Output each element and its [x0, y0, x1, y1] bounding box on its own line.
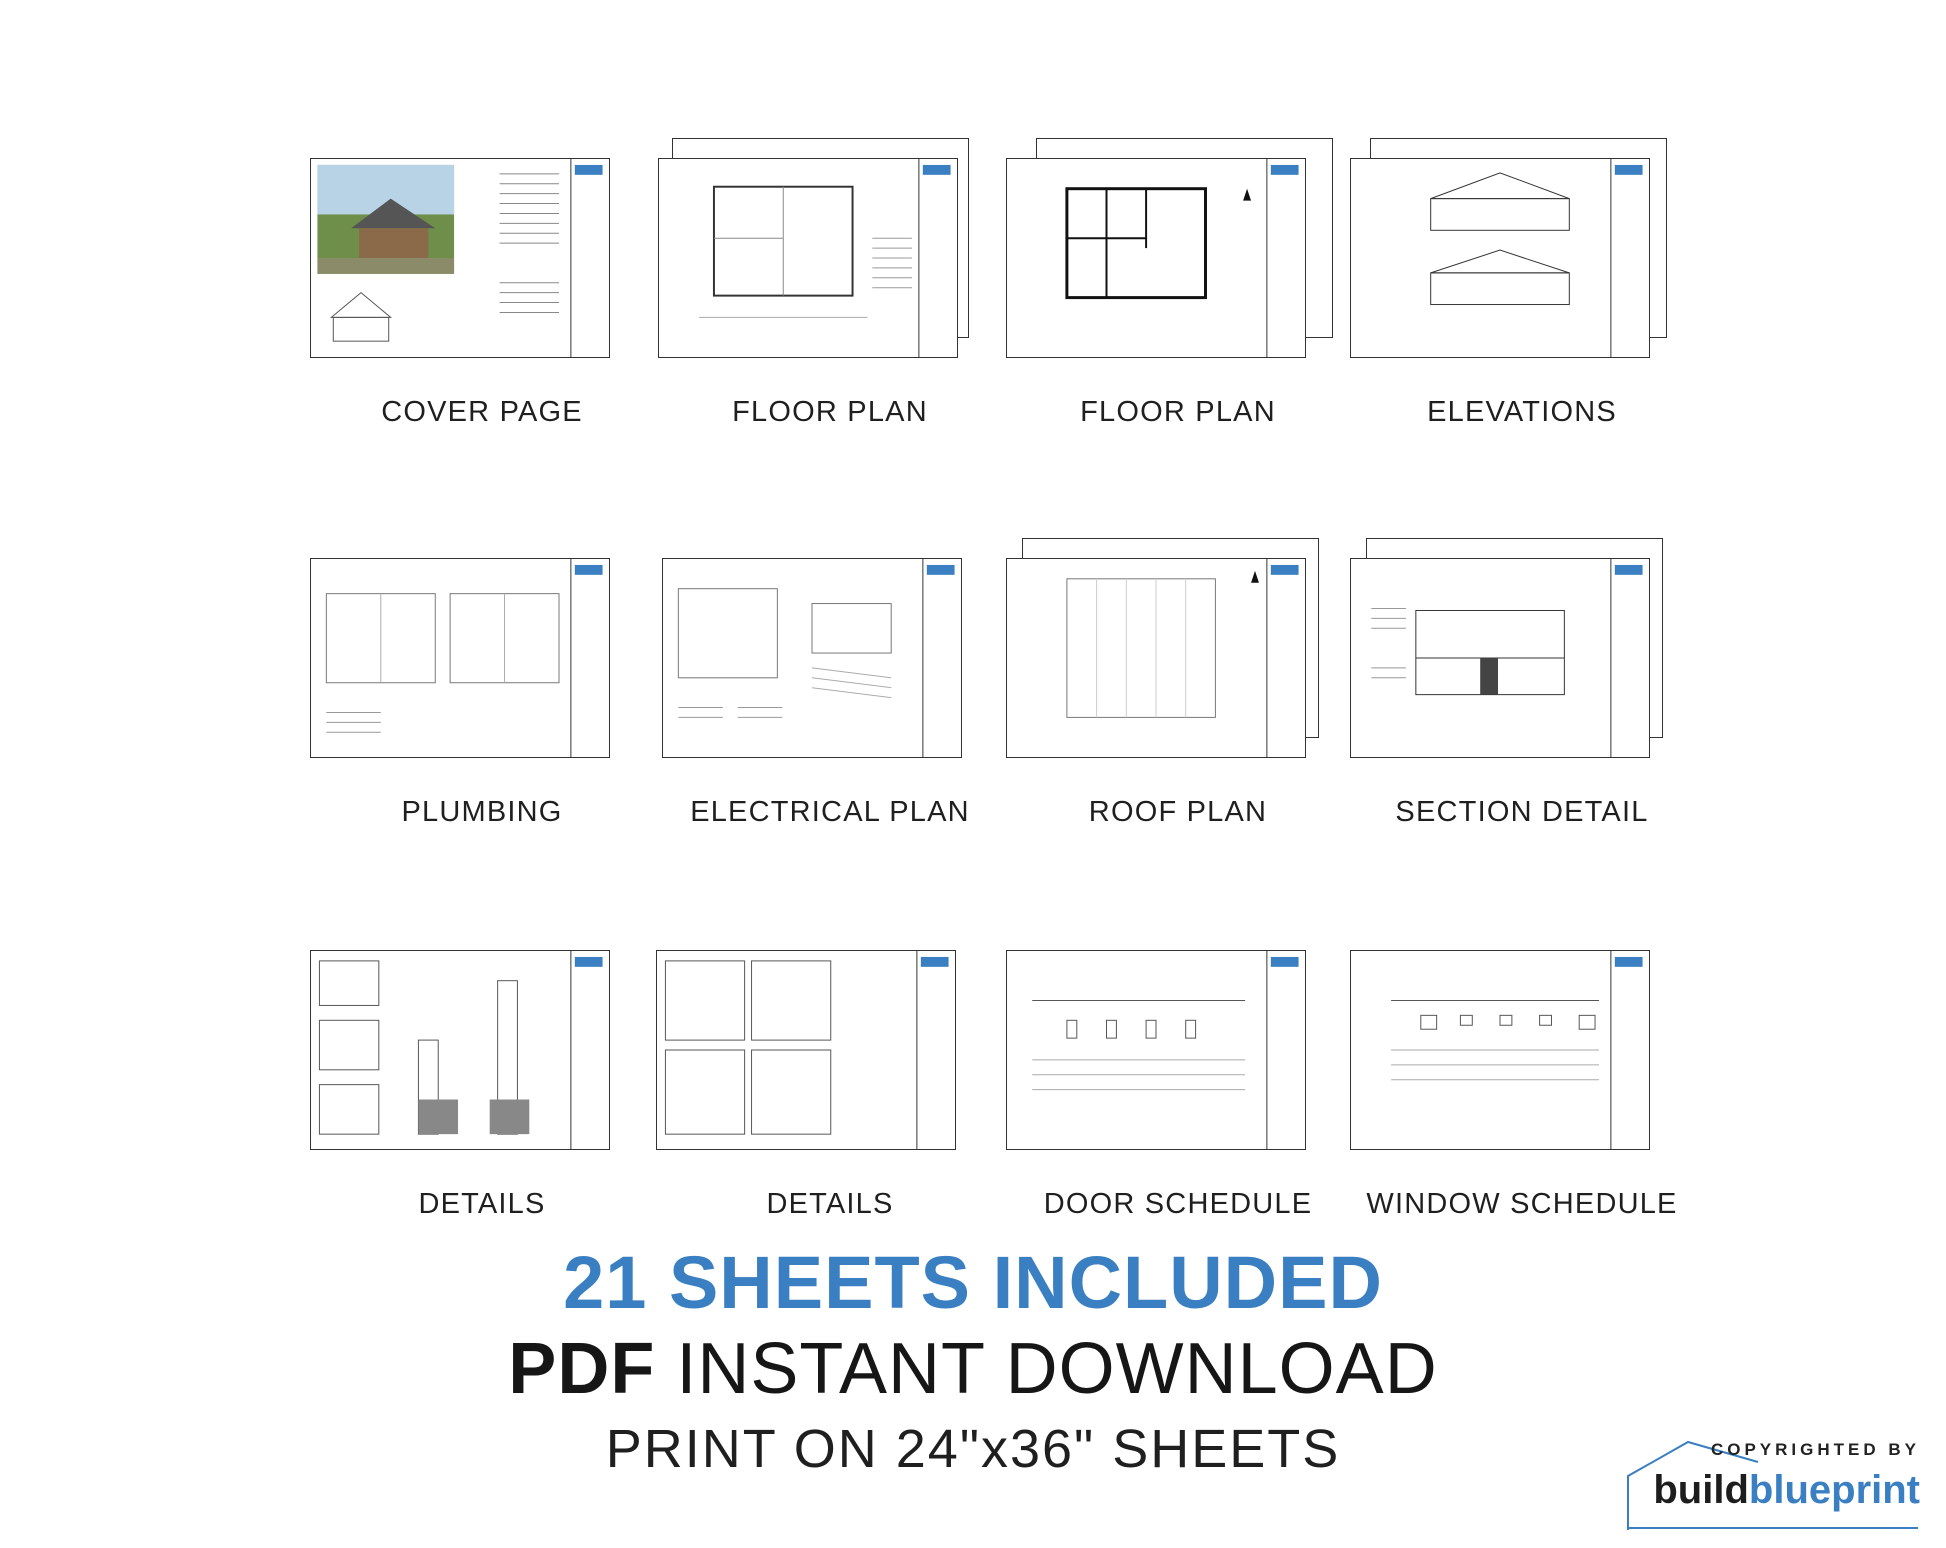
instant-download-heading	[0, 1328, 1946, 1410]
door-schedule-thumbnail	[1006, 950, 1306, 1150]
sheet-tile[interactable]	[650, 158, 1010, 478]
sheet-tile[interactable]	[1342, 950, 1702, 1270]
sheet-thumbnail	[998, 950, 1358, 1190]
sheet-thumbnail	[998, 158, 1358, 398]
sheet-thumbnail	[302, 950, 662, 1190]
sheet-tile[interactable]	[650, 558, 1010, 878]
logo-wordmark	[1653, 1468, 1920, 1513]
sheet-label: ELEVATIONS	[1427, 396, 1617, 428]
copyrighted-by-text: COPYRIGHTED BY	[1710, 1440, 1920, 1459]
sheet-label: SECTION DETAIL	[1395, 796, 1649, 828]
sheet-thumbnail	[302, 558, 662, 798]
sheet-label: PLUMBING	[401, 796, 563, 828]
sheet-thumbnail	[998, 558, 1358, 798]
print-size-text: PRINT ON 24"x36" SHEETS	[605, 1419, 1341, 1479]
sheets-included-heading: 21 SHEETS INCLUDED	[563, 1241, 1383, 1324]
sheet-thumbnail	[650, 558, 1010, 798]
sheet-tile[interactable]	[302, 158, 662, 478]
sheet-tile[interactable]	[1342, 158, 1702, 478]
details-thumbnail	[656, 950, 956, 1150]
sheet-label: DETAILS	[418, 1188, 546, 1220]
floor-plan-thumbnail	[1006, 158, 1306, 358]
sheet-thumbnail	[1342, 558, 1702, 798]
details-thumbnail	[310, 950, 610, 1150]
electrical-plan-thumbnail	[662, 558, 962, 758]
sheet-label: FLOOR PLAN	[732, 396, 928, 428]
sheet-tile[interactable]	[998, 950, 1358, 1270]
sheet-tile[interactable]	[650, 950, 1010, 1270]
elevations-thumbnail	[1350, 158, 1650, 358]
sheet-tile[interactable]	[998, 558, 1358, 878]
sheet-tile[interactable]	[998, 158, 1358, 478]
section-detail-thumbnail	[1350, 558, 1650, 758]
sheet-label: COVER PAGE	[381, 396, 583, 428]
pdf-text: PDF	[508, 1329, 656, 1409]
plumbing-thumbnail	[310, 558, 610, 758]
instant-download-text: INSTANT DOWNLOAD	[676, 1329, 1438, 1409]
sheet-thumbnail	[302, 158, 662, 398]
logo-build: build	[1653, 1468, 1749, 1512]
window-schedule-thumbnail	[1350, 950, 1650, 1150]
cover-page-thumbnail	[310, 158, 610, 358]
sheet-label: FLOOR PLAN	[1080, 396, 1276, 428]
sheet-label: DETAILS	[766, 1188, 894, 1220]
roof-plan-thumbnail	[1006, 558, 1306, 758]
sheet-thumbnail	[650, 950, 1010, 1190]
sheet-label: ELECTRICAL PLAN	[690, 796, 970, 828]
sheet-thumbnail	[1342, 158, 1702, 398]
sheet-label: DOOR SCHEDULE	[1043, 1188, 1313, 1220]
sheet-thumbnail	[650, 158, 1010, 398]
sheet-tile[interactable]	[1342, 558, 1702, 878]
sheet-thumbnail	[1342, 950, 1702, 1190]
sheet-tile[interactable]	[302, 558, 662, 878]
sheet-label: WINDOW SCHEDULE	[1366, 1188, 1678, 1220]
sheet-tile[interactable]	[302, 950, 662, 1270]
buildblueprint-logo	[1618, 1432, 1928, 1532]
logo-blueprint: blueprint	[1748, 1468, 1920, 1512]
sheet-label: ROOF PLAN	[1088, 796, 1268, 828]
floor-plan-thumbnail	[658, 158, 958, 358]
